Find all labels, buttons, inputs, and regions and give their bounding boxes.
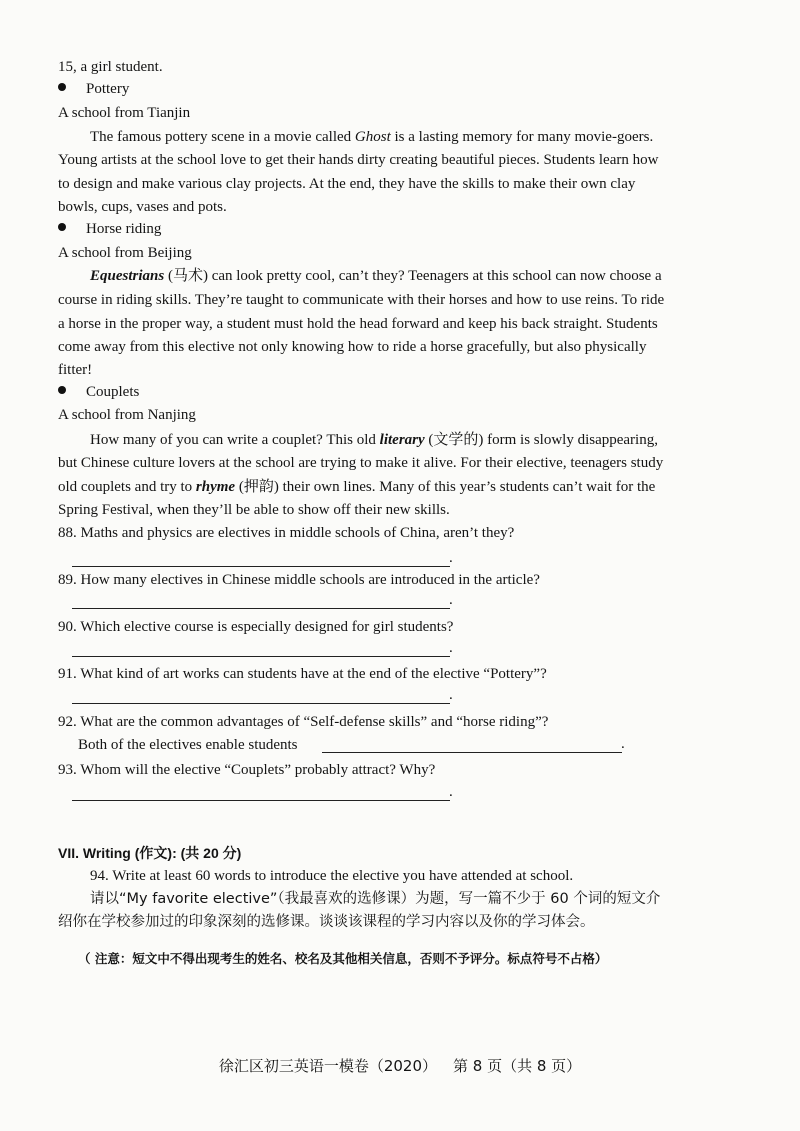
bullet-icon: [58, 223, 66, 231]
horse-line-1: Equestrians (马术) can look pretty cool, can’t they? Teenagers at this school can now choose a: [90, 268, 662, 284]
couplets-line-1: How many of you can write a couplet? This old literary (文学的) form is slowly disappearing,: [90, 432, 658, 448]
horse-line-4: come away from this elective not only knowing how to ride a horse gracefully, but also physically: [58, 339, 647, 355]
couplets-school: A school from Nanjing: [58, 407, 196, 423]
question-91: 91. What kind of art works can students have at the end of the elective “Pottery”?: [58, 666, 547, 682]
horse-line-3: a horse in the proper way, a student must hold the head forward and keep his back straight. Students: [58, 316, 658, 332]
writing-title: VII. Writing (作文): (共 20 分): [58, 845, 242, 861]
answer-line-89[interactable]: [72, 608, 450, 609]
writing-cn-line-2: 绍你在学校参加过的印象深刻的选修课。谈谈该课程的学习内容以及你的学习体会。: [58, 914, 595, 930]
bullet-icon: [58, 83, 66, 91]
horse-heading-row: [58, 219, 161, 239]
bullet-icon: [58, 386, 66, 394]
answer-line-93[interactable]: [72, 800, 450, 801]
answer-line-88[interactable]: [72, 566, 450, 567]
pottery-heading: Pottery: [86, 81, 130, 97]
couplets-heading-row: [58, 382, 139, 402]
top-line: 15, a girl student.: [58, 59, 163, 75]
question-88: 88. Maths and physics are electives in middle schools of China, aren’t they?: [58, 525, 515, 541]
pottery-heading-row: [58, 79, 129, 99]
writing-note: （ 注意：短文中不得出现考生的姓名、校名及其他相关信息，否则不予评分。标点符号不占格）: [78, 951, 608, 966]
answer-line-92[interactable]: [322, 752, 622, 753]
question-92-prefix: Both of the electives enable students: [78, 737, 298, 753]
pottery-school: A school from Tianjin: [58, 105, 191, 121]
horse-line-2: course in riding skills. They’re taught to communicate with their horses and how to use reins. To ride: [58, 292, 665, 308]
question-89: 89. How many electives in Chinese middle schools are introduced in the article?: [58, 572, 540, 588]
answer-line-91[interactable]: [72, 703, 450, 704]
question-93: 93. Whom will the elective “Couplets” probably attract? Why?: [58, 762, 436, 778]
question-90: 90. Which elective course is especially designed for girl students?: [58, 619, 454, 635]
pottery-line-1: The famous pottery scene in a movie called Ghost is a lasting memory for many movie-goers.: [90, 129, 654, 145]
writing-prompt: 94. Write at least 60 words to introduce the elective you have attended at school.: [90, 868, 574, 884]
horse-school: A school from Beijing: [58, 245, 192, 261]
couplets-line-4: Spring Festival, when they’ll be able to show off their new skills.: [58, 502, 450, 518]
horse-line-5: fitter!: [58, 362, 93, 378]
couplets-line-2: but Chinese culture lovers at the school are trying to make it alive. For their elective, teenagers study: [58, 455, 664, 471]
horse-heading: Horse riding: [86, 221, 162, 237]
exam-page: 15, a girl student. Pottery A school from Tianjin The famous pottery scene in a movie called Ghost is a lasting memory for many movie-goers. Young artists at the school love to get their hands dirty creating beautiful pieces. Students learn how to design and make various clay projects. At the end, they have the skills to make their own clay bowls, cups, vases and pots. Horse riding A school from Beijing Equestrians (马术) can look pretty cool, can’t they? Teenagers at this school can now choose a course in riding skills. They’re taught to communicate with their horses and how to use reins. To ride a horse in the proper way, a student must hold the head forward and keep his back straight. Students come away from this elective not only knowing how to ride a horse gracefully, but also physically fitter! Couplets A school from Nanjing How many of you can write a couplet? This old literary (文学的) form is slowly disappearing, but Chinese culture lovers at the school are trying to make it alive. For their elective, teenagers study old couplets and try to rhyme (押韵) their own lines. Many of this year’s students can’t wait for the Spring Festival, when they’ll be able to show off their new skills. 88. Maths and physics are electives in middle schools of China, aren’t they? . 89. How many electives in Chinese middle schools are introduced in the article? . 90. Which elective course is especially designed for girl students? . 91. What kind of art works can students have at the end of the elective “Pottery”? . 92. What are the common advantages of “Self-defense skills” and “horse riding”? Both of the electives enable students . 93. Whom will the elective “Couplets” probably attract? Why? . VII. Writing (作文): (共 20 分) 94. Write at least 60 words to introduce the elective you have attended at school. 请以“My favorite elective”（我最喜欢的选修课）为题，写一篇不少于 60 个词的短文介 绍你在学校参加过的印象深刻的选修课。谈谈该课程的学习内容以及你的学习体会。 （ 注意：短文中不得出现考生的姓名、校名及其他相关信息，否则不予评分。标点符号不占格） 徐汇区初三英语一模卷（2020） 第 8 页（共 8 页）: [0, 0, 800, 1131]
writing-cn-line-1: 请以“My favorite elective”（我最喜欢的选修课）为题，写一篇不少于 60 个词的短文介: [90, 891, 661, 907]
footer-page-number: 第 8 页（共 8 页）: [453, 1057, 582, 1075]
pottery-line-3: to design and make various clay projects. At the end, they have the skills to make their own clay: [58, 176, 636, 192]
question-92: 92. What are the common advantages of “Self-defense skills” and “horse riding”?: [58, 714, 549, 730]
pottery-line-4: bowls, cups, vases and pots.: [58, 199, 227, 215]
page-footer: [0, 1055, 800, 1076]
pottery-line-2: Young artists at the school love to get their hands dirty creating beautiful pieces. Students learn how: [58, 152, 659, 168]
answer-line-90[interactable]: [72, 656, 450, 657]
footer-exam-title: 徐汇区初三英语一模卷（2020）: [218, 1057, 437, 1075]
couplets-heading: Couplets: [86, 384, 140, 400]
couplets-line-3: old couplets and try to rhyme (押韵) their own lines. Many of this year’s students can’t wait for the: [58, 479, 656, 495]
